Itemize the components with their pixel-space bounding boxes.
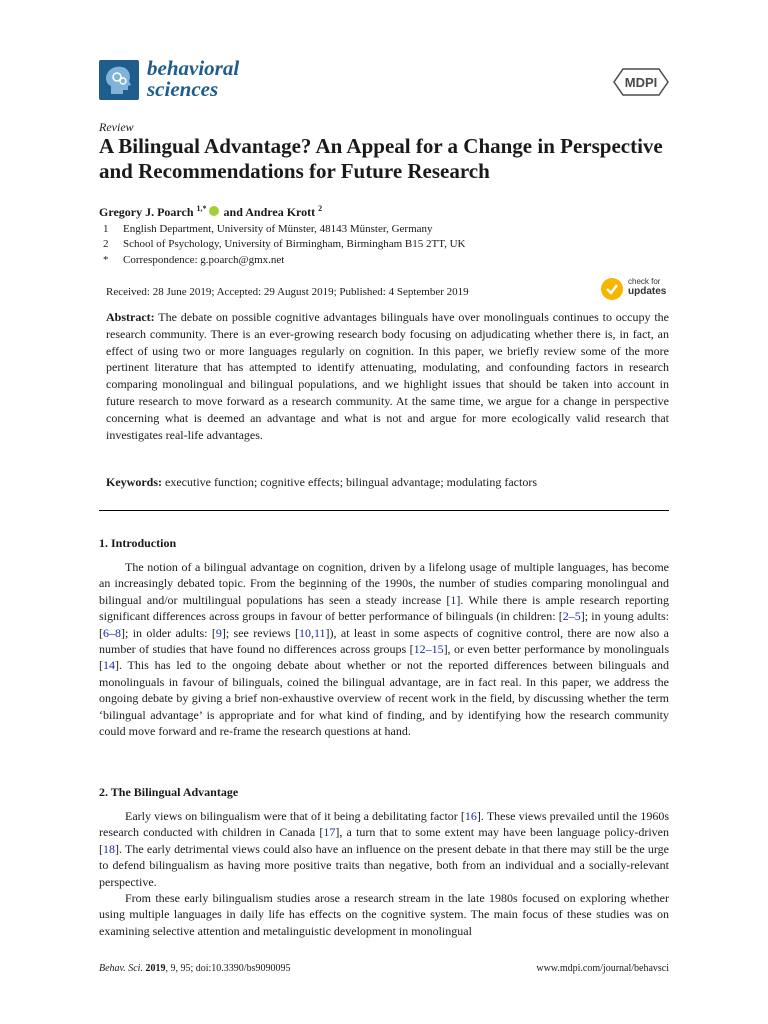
citation-link[interactable]: 14 [103,658,115,673]
section-divider [99,510,669,511]
keywords-text: executive function; cognitive effects; bilingual advantage; modulating factors [165,475,537,489]
section-heading: 1. Introduction [99,536,177,550]
affiliation-text: School of Psychology, University of Birmingham, Birmingham B15 2TT, UK [123,238,466,250]
keywords [106,474,669,490]
paragraph: From these early bilingualism studies arose a research stream in the late 1980s focused on exploring whether using multiple languages in daily life has effects on the cognitive system. The main focus of these studies was on examining selective attention and metalinguistic development in monolingual [99,891,669,938]
affiliation-mark: 2 [103,238,109,250]
affiliation-text: English Department, University of Münster, 48143 Münster, Germany [123,223,433,235]
citation-link[interactable]: 9 [215,625,222,640]
affiliation-superscript: 1,* [196,204,207,213]
citation-footer: Behav. Sci. 2019, 9, 95; doi:10.3390/bs9090095 [99,963,291,974]
check-updates-line1: check for [628,277,661,286]
citation-link[interactable]: 2–5 [562,609,581,624]
affiliation-line [103,253,284,267]
citation-link[interactable]: 12–15 [413,642,444,657]
check-updates-icon [601,278,623,300]
affiliation-mark: * [103,254,109,266]
article-title: A Bilingual Advantage? An Appeal for a Change in Perspective and Recommendations for Future Research [99,134,663,183]
citation-link[interactable]: 17 [323,825,336,840]
check-updates-line2: updates [628,286,667,297]
mdpi-logo-icon [613,68,669,96]
journal-name: behavioral sciences [147,56,240,101]
journal-url[interactable]: www.mdpi.com/journal/behavsci [536,963,669,974]
paragraph: Early views on bilingualism were that of it being a debilitating factor [16]. These views prevailed until the 1960s research conducted with children in Canada [17], a turn that to some extent may have been language policy-driven [18]. The early detrimental views could also have an influence on the present debate in that there may still be the urge to defend bilingualism as having more positive traits than negative, both from an individual and a socially-relevant perspective. [99,809,669,889]
publication-dates: Received: 28 June 2019; Accepted: 29 August 2019; Published: 4 September 2019 [106,286,469,298]
author-name[interactable]: Gregory J. Poarch [99,205,194,219]
section-heading: 2. The Bilingual Advantage [99,785,239,799]
orcid-icon[interactable] [209,206,219,216]
paragraph: The notion of a bilingual advantage on cognition, driven by a lifelong usage of multiple languages, has become an increasingly debated topic. From the beginning of the 1990s, the number of studies comparing monolingual and bilingual and/or multilingual populations has seen a steady increase [1]. While there is ample research reporting significant differences across groups in favour of better performance of bilinguals (in children: [2–5]; in young adults: [6–8]; in older adults: [9]; see reviews [10,11]), at least in some aspects of cognitive control, there are now also a number of studies that have found no differences across groups [12–15], or even better performance by monolinguals [14]. This has led to the ongoing debate about whether or not the reported differences between bilinguals and monolinguals in favour of bilinguals, coined the bilingual advantage, are in fact real. In this paper, we address the ongoing debate by giving a brief non-exhaustive overview of recent work in the field, by discussing whether the term ‘bilingual advantage’ is appropriate and for what kind of finding, and by identifying how the research community could move forward and re-frame the research questions at hand. [99,560,670,739]
citation-link[interactable]: 18 [103,841,115,856]
journal-logo-icon [99,60,139,100]
affiliation-mark: 1 [103,223,109,235]
keywords-label: Keywords: [106,475,162,489]
affiliation-line [103,222,433,236]
publisher-name: MDPI [624,75,658,90]
abstract-text: The debate on possible cognitive advantages bilinguals have over monolinguals continues to occupy the research community. There is an ever-growing research body focusing on adjudicating whether there is, in fact, an effect of using two or more languages regularly on cognition. In this paper, we briefly review some of the more pertinent literature that has attempted to identify attenuating, modulating, and confounding factors in research comparing monolingual and bilingual populations, and we highlight issues that should be taken into account in future research to move forward as a research community. At the same time, we argue for a change in perspective concerning what is deemed an advantage and what is not and argue for more ecologically valid research that investigates real-life advantages. [106,310,669,442]
abstract-label: Abstract: [106,310,155,324]
author-list [99,204,322,220]
citation-link[interactable]: 16 [464,809,477,823]
affiliation-superscript: 2 [318,204,323,213]
author-name[interactable]: Andrea Krott [245,205,316,219]
abstract [106,309,669,443]
correspondence-text[interactable]: Correspondence: g.poarch@gmx.net [123,254,285,266]
article-type: Review [99,120,134,134]
citation-link[interactable]: 1 [450,592,457,607]
author-conjunction: and [223,205,243,219]
citation-link[interactable]: 10,11 [298,625,326,640]
check-for-updates-button[interactable] [601,277,676,305]
citation-link[interactable]: 6–8 [103,625,121,640]
affiliation-line [103,237,466,251]
